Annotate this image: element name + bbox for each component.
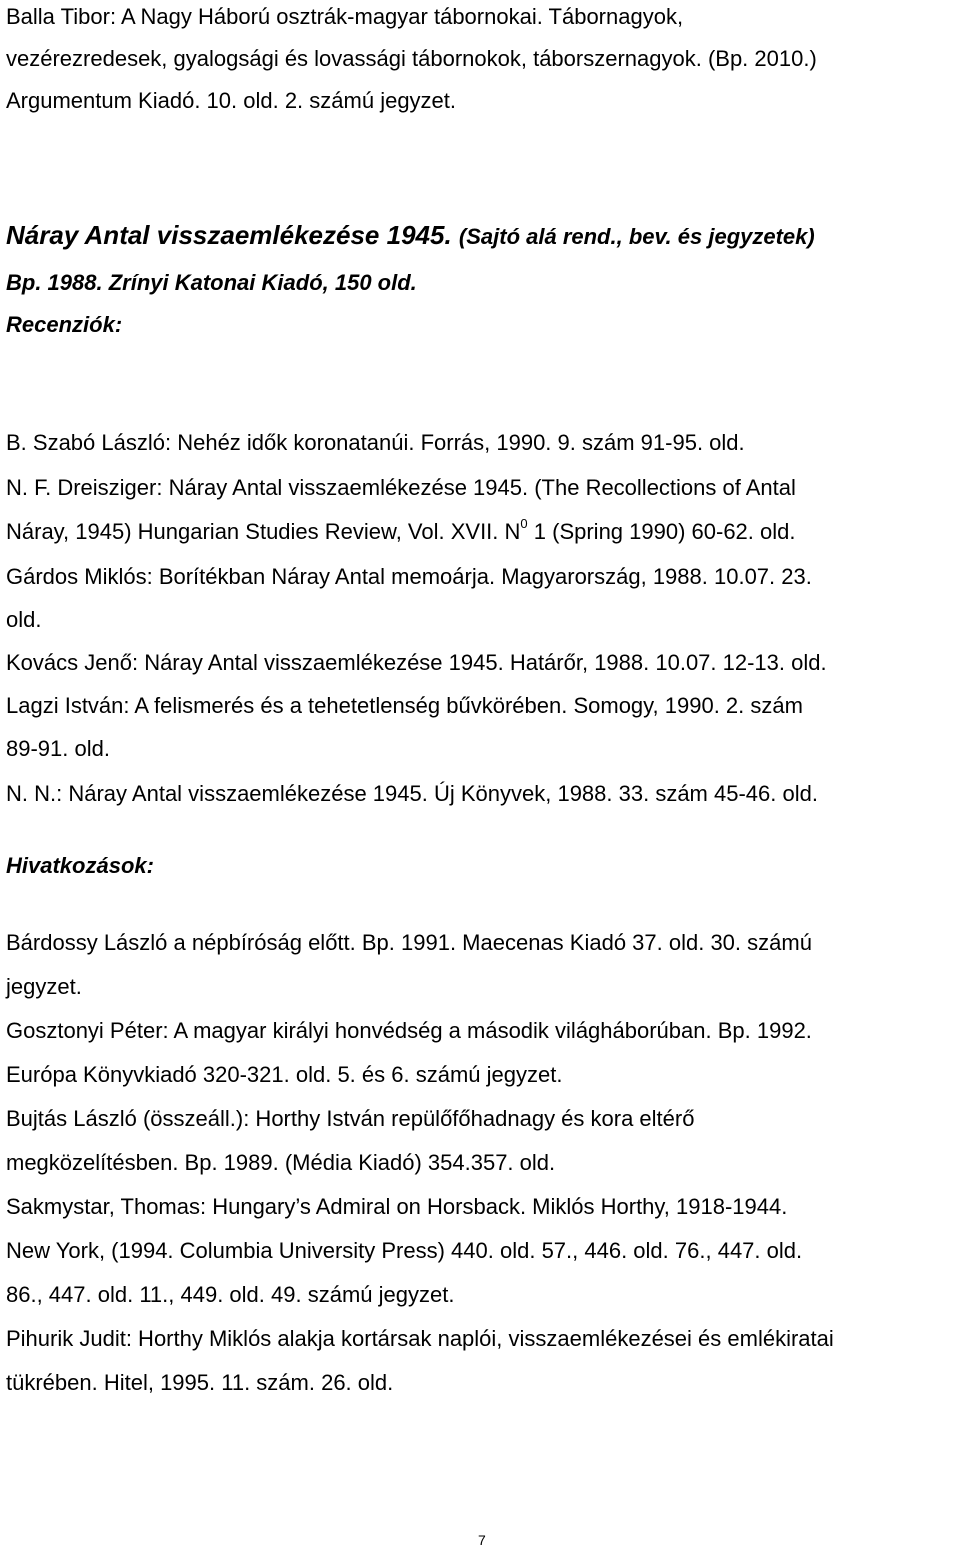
review-cont-a: Náray, 1945) Hungarian Studies Review, Vol. XVII. N (6, 519, 521, 544)
reference-line: Bujtás László (összeáll.): Horthy István repülőfőhadnagy és kora eltérő (6, 1106, 695, 1131)
review-line: Gárdos Miklós: Borítékban Náray Antal memoárja. Magyarország, 1988. 10.07. 23. (6, 564, 812, 589)
reference-line: tükrében. Hitel, 1995. 11. szám. 26. old. (6, 1370, 394, 1395)
book-title-main: Náray Antal visszaemlékezése 1945. (6, 220, 452, 250)
review-line: Lagzi István: A felismerés és a tehetetlenség bűvkörében. Somogy, 1990. 2. szám (6, 693, 803, 718)
reference-line: New York, (1994. Columbia University Press) 440. old. 57., 446. old. 76., 447. old. (6, 1238, 803, 1263)
book-publisher: Bp. 1988. Zrínyi Katonai Kiadó, 150 old. (6, 270, 417, 295)
reference-line: Pihurik Judit: Horthy Miklós alakja kortársak naplói, visszaemlékezései és emlékiratai (6, 1326, 834, 1351)
book-title (6, 220, 815, 252)
reviews-heading: Recenziók: (6, 312, 123, 337)
page-number: 7 (478, 1532, 486, 1548)
reference-line: Gosztonyi Péter: A magyar királyi honvédség a második világháborúban. Bp. 1992. (6, 1018, 812, 1043)
review-cont-b: 1 (Spring 1990) 60-62. old. (527, 519, 796, 544)
reference-line: 86., 447. old. 11., 449. old. 49. számú jegyzet. (6, 1282, 455, 1307)
review-line: N. N.: Náray Antal visszaemlékezése 1945. Új Könyvek, 1988. 33. szám 45-46. old. (6, 781, 818, 806)
superscript-zero: 0 (520, 516, 528, 531)
intro-line-2: vezérezredesek, gyalogsági és lovassági tábornokok, táborszernagyok. (Bp. 2010.) (6, 46, 817, 71)
review-line: Kovács Jenő: Náray Antal visszaemlékezése 1945. Határőr, 1988. 10.07. 12-13. old. (6, 650, 827, 675)
reference-line: megközelítésben. Bp. 1989. (Média Kiadó) 354.357. old. (6, 1150, 556, 1175)
review-line: N. F. Dreisziger: Náray Antal visszaemlékezése 1945. (The Recollections of Antal (6, 475, 796, 500)
review-line: 89-91. old. (6, 736, 110, 761)
reference-line: jegyzet. (6, 974, 82, 999)
intro-line-3: Argumentum Kiadó. 10. old. 2. számú jegyzet. (6, 88, 457, 113)
reference-line: Sakmystar, Thomas: Hungary’s Admiral on Horsback. Miklós Horthy, 1918-1944. (6, 1194, 788, 1219)
review-line: old. (6, 607, 42, 632)
review-line (6, 516, 796, 545)
review-line: B. Szabó László: Nehéz idők koronatanúi. Forrás, 1990. 9. szám 91-95. old. (6, 430, 745, 455)
book-title-sub: (Sajtó alá rend., bev. és jegyzetek) (458, 224, 815, 249)
intro-line-1: Balla Tibor: A Nagy Háború osztrák-magyar tábornokai. Tábornagyok, (6, 4, 684, 29)
reference-line: Bárdossy László a népbíróság előtt. Bp. 1991. Maecenas Kiadó 37. old. 30. számú (6, 930, 812, 955)
reference-line: Európa Könyvkiadó 320-321. old. 5. és 6. számú jegyzet. (6, 1062, 563, 1087)
references-heading: Hivatkozások: (6, 853, 154, 878)
